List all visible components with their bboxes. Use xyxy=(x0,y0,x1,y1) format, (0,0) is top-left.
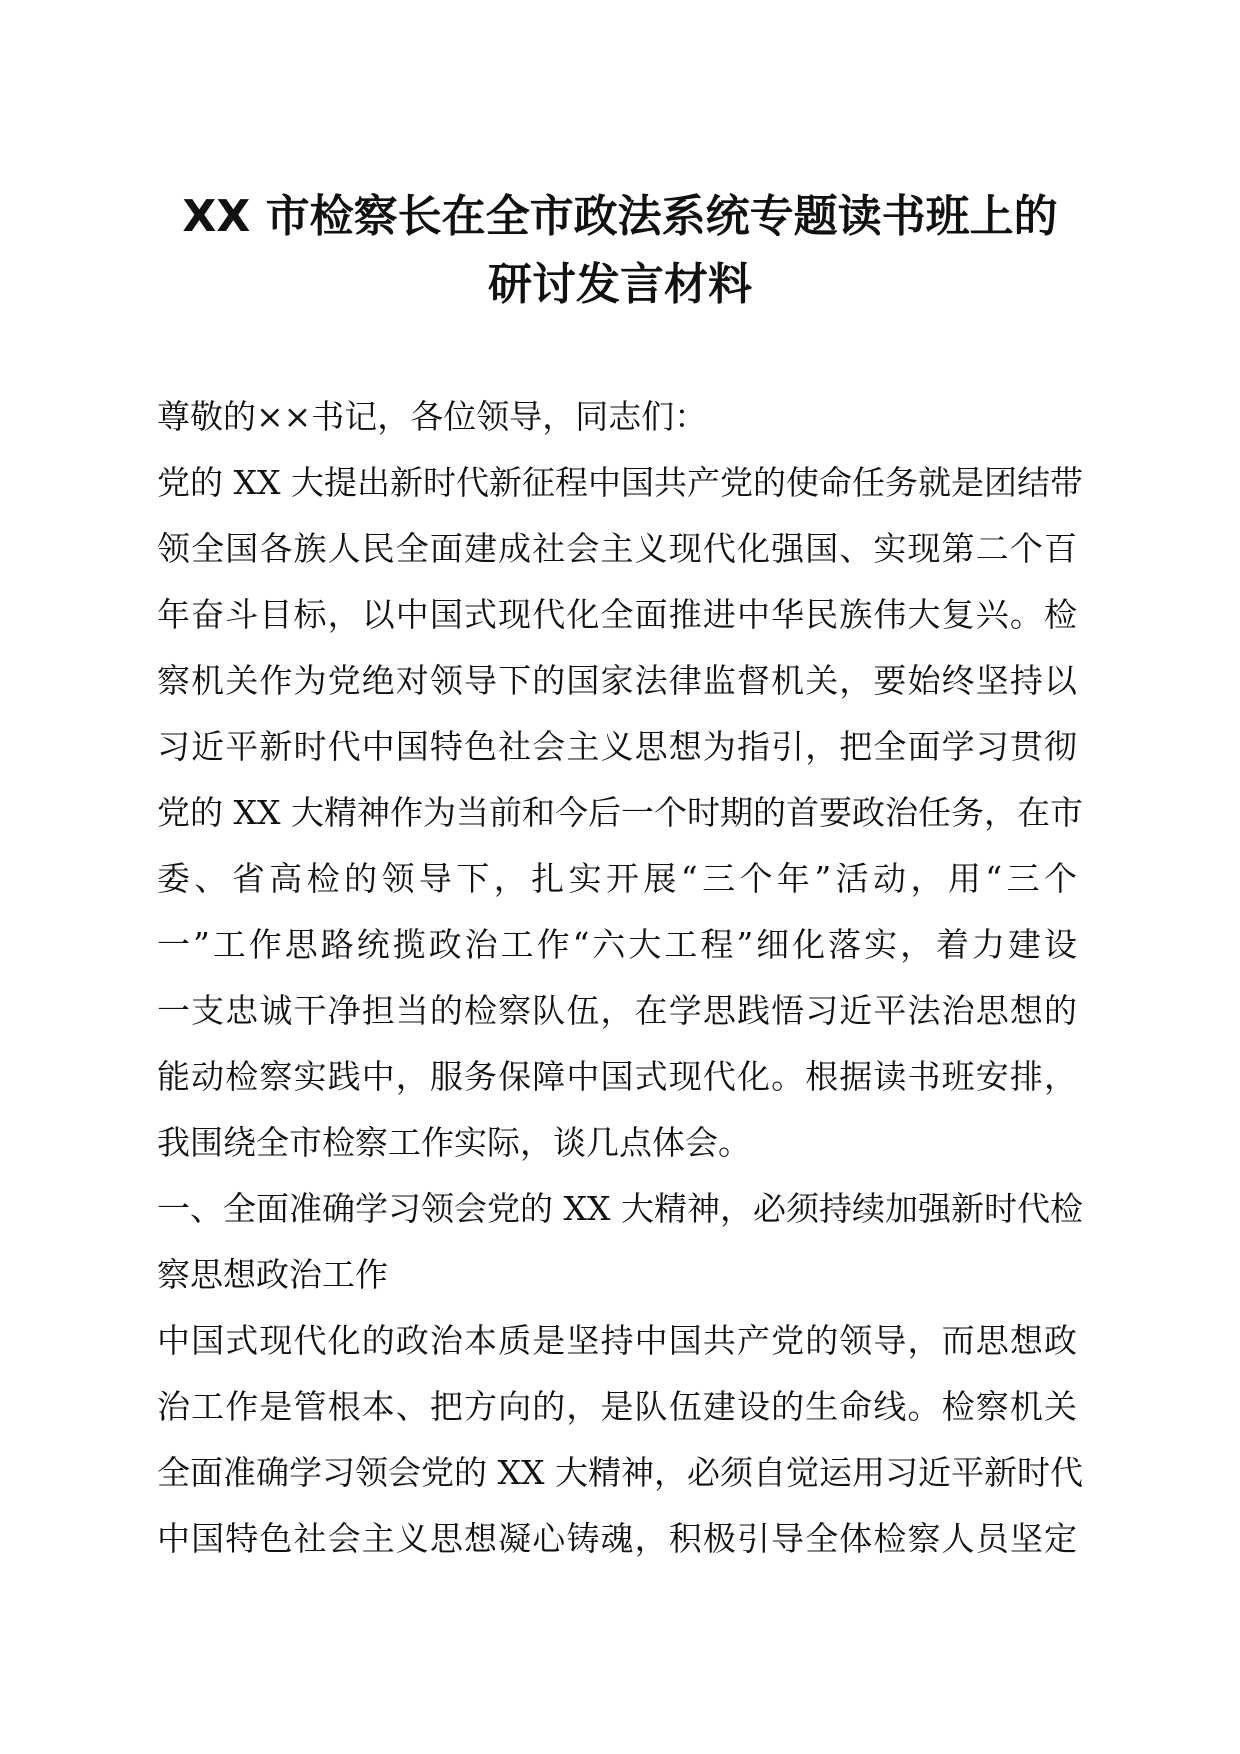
body-line: 党的 XX 大提出新时代新征程中国共产党的使命任务就是团结带 xyxy=(157,463,1083,502)
section-heading-line: 察思想政治工作 xyxy=(157,1255,388,1294)
body-line: 全面准确学习领会党的 XX 大精神，必须自觉运用习近平新时代 xyxy=(157,1453,1083,1492)
body-line: 习近平新时代中国特色社会主义思想为指引，把全面学习贯彻 xyxy=(157,727,1077,766)
body-line: 一”工作思路统揽政治工作“六大工程”细化落实，着力建设 xyxy=(157,925,1077,964)
body-line: 能动检察实践中，服务保障中国式现代化。根据读书班安排， xyxy=(157,1057,1077,1096)
body-line: 一支忠诚干净担当的检察队伍，在学思践悟习近平法治思想的 xyxy=(157,991,1077,1030)
body-line: 我围绕全市检察工作实际，谈几点体会。 xyxy=(157,1123,751,1162)
body-line: 察机关作为党绝对领导下的国家法律监督机关，要始终坚持以 xyxy=(157,661,1077,700)
body-line: 委、省高检的领导下，扎实开展“三个年”活动，用“三个 xyxy=(157,859,1077,898)
body-line: 中国特色社会主义思想凝心铸魂，积极引导全体检察人员坚定 xyxy=(157,1519,1077,1558)
salutation: 尊敬的××书记，各位领导，同志们： xyxy=(157,397,708,436)
body-line: 领全国各族人民全面建成社会主义现代化强国、实现第二个百 xyxy=(157,529,1077,568)
body-line: 党的 XX 大精神作为当前和今后一个时期的首要政治任务，在市 xyxy=(157,793,1083,832)
document-title-line-1: XX 市检察长在全市政法系统专题读书班上的 xyxy=(182,191,1058,242)
body-line: 治工作是管根本、把方向的，是队伍建设的生命线。检察机关 xyxy=(157,1387,1077,1426)
body-line: 年奋斗目标，以中国式现代化全面推进中华民族伟大复兴。检 xyxy=(157,595,1077,634)
document-body xyxy=(157,384,1083,1572)
body-line: 中国式现代化的政治本质是坚持中国共产党的领导，而思想政 xyxy=(157,1321,1077,1360)
section-heading-line: 一、全面准确学习领会党的 XX 大精神，必须持续加强新时代检 xyxy=(157,1189,1083,1228)
document-title-line-2: 研讨发言材料 xyxy=(488,259,752,310)
